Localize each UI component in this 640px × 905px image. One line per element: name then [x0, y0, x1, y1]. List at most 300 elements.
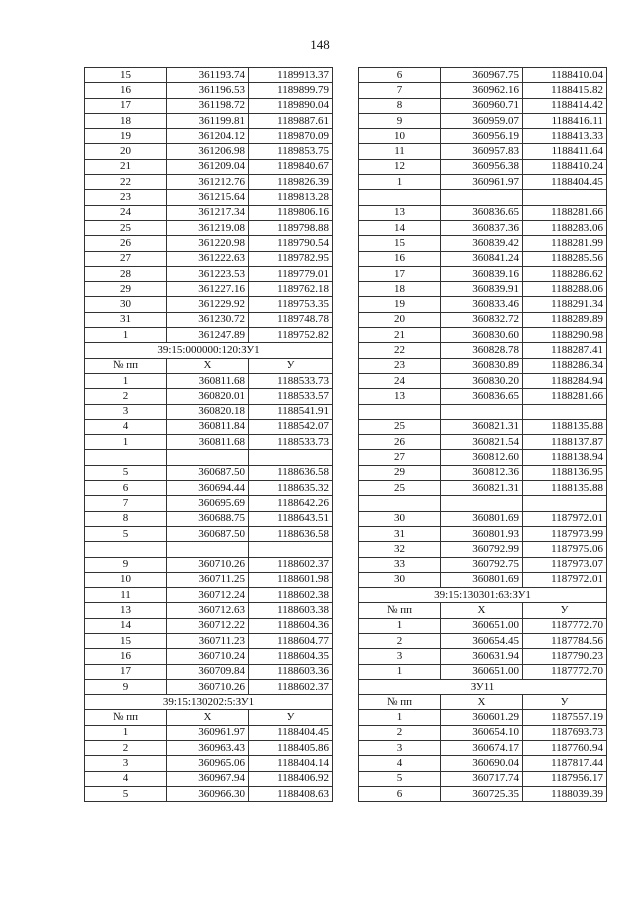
x-coordinate: 361193.74	[167, 68, 249, 83]
table-row	[359, 83, 607, 98]
y-coordinate: 1188642.26	[249, 496, 333, 511]
table-row	[85, 98, 333, 113]
y-coordinate: 1189890.04	[249, 98, 333, 113]
x-coordinate	[441, 190, 523, 205]
table-row	[85, 588, 333, 603]
x-coordinate: 360837.36	[441, 220, 523, 235]
y-coordinate: 1188410.04	[523, 68, 607, 83]
y-coordinate: 1189806.16	[249, 205, 333, 220]
point-number: 1	[85, 373, 167, 388]
y-coordinate: 1189762.18	[249, 282, 333, 297]
point-number: 4	[85, 419, 167, 434]
x-coordinate: 361230.72	[167, 312, 249, 327]
point-number: 6	[359, 786, 441, 801]
table-row	[359, 220, 607, 235]
y-coordinate: 1189887.61	[249, 113, 333, 128]
x-coordinate: 360695.69	[167, 496, 249, 511]
x-coordinate: 361198.72	[167, 98, 249, 113]
x-coordinate: 360839.42	[441, 236, 523, 251]
table-row	[85, 83, 333, 98]
point-number	[359, 496, 441, 511]
table-row	[85, 312, 333, 327]
x-coordinate: 360712.63	[167, 603, 249, 618]
x-coordinate: 360725.35	[441, 786, 523, 801]
point-number: 3	[359, 741, 441, 756]
header-x: X	[167, 358, 249, 373]
y-coordinate: 1188405.86	[249, 741, 333, 756]
point-number: 19	[85, 129, 167, 144]
point-number: 23	[359, 358, 441, 373]
point-number: 26	[359, 435, 441, 450]
point-number: 1	[359, 618, 441, 633]
point-number: 5	[85, 526, 167, 541]
y-coordinate: 1189779.01	[249, 266, 333, 281]
y-coordinate: 1188602.37	[249, 679, 333, 694]
y-coordinate: 1188415.82	[523, 83, 607, 98]
x-coordinate: 360966.30	[167, 786, 249, 801]
point-number	[85, 542, 167, 557]
table-row	[85, 435, 333, 450]
x-coordinate: 360710.26	[167, 679, 249, 694]
table-row	[85, 450, 333, 465]
table-row	[359, 297, 607, 312]
parcel-title-row	[359, 588, 607, 603]
table-row	[359, 771, 607, 786]
table-row	[359, 542, 607, 557]
parcel-title: 39:15:130202:5:ЗУ1	[85, 695, 333, 710]
y-coordinate: 1189798.88	[249, 220, 333, 235]
header-x: X	[441, 603, 523, 618]
x-coordinate: 360811.68	[167, 435, 249, 450]
table-row	[359, 786, 607, 801]
y-coordinate: 1188281.66	[523, 205, 607, 220]
x-coordinate: 360836.65	[441, 205, 523, 220]
point-number: 17	[85, 664, 167, 679]
y-coordinate: 1188135.88	[523, 481, 607, 496]
x-coordinate: 360830.60	[441, 328, 523, 343]
point-number: 15	[85, 68, 167, 83]
y-coordinate: 1189840.67	[249, 159, 333, 174]
x-coordinate: 360651.00	[441, 664, 523, 679]
point-number: 1	[85, 725, 167, 740]
x-coordinate: 360801.93	[441, 526, 523, 541]
point-number: 22	[359, 343, 441, 358]
table-row	[85, 236, 333, 251]
y-coordinate: 1187972.01	[523, 511, 607, 526]
point-number: 6	[359, 68, 441, 83]
x-coordinate: 361196.53	[167, 83, 249, 98]
y-coordinate: 1188137.87	[523, 435, 607, 450]
point-number: 27	[85, 251, 167, 266]
table-row	[85, 389, 333, 404]
y-coordinate: 1189853.75	[249, 144, 333, 159]
y-coordinate: 1188604.35	[249, 649, 333, 664]
y-coordinate: 1189782.95	[249, 251, 333, 266]
x-coordinate: 361217.34	[167, 205, 249, 220]
x-coordinate: 360830.20	[441, 373, 523, 388]
table-row	[85, 633, 333, 648]
x-coordinate	[441, 496, 523, 511]
point-number: 13	[85, 603, 167, 618]
x-coordinate: 360710.26	[167, 557, 249, 572]
y-coordinate: 1188404.14	[249, 756, 333, 771]
table-row	[359, 710, 607, 725]
header-y: У	[249, 710, 333, 725]
point-number: 2	[359, 725, 441, 740]
y-coordinate: 1188414.42	[523, 98, 607, 113]
table-row	[85, 481, 333, 496]
table-row	[85, 190, 333, 205]
point-number: 29	[85, 282, 167, 297]
table-row	[359, 618, 607, 633]
y-coordinate: 1188416.11	[523, 113, 607, 128]
point-number: 7	[359, 83, 441, 98]
point-number: 1	[359, 664, 441, 679]
point-number: 1	[85, 328, 167, 343]
x-coordinate: 360717.74	[441, 771, 523, 786]
table-row	[85, 756, 333, 771]
point-number: 10	[85, 572, 167, 587]
x-coordinate: 360961.97	[167, 725, 249, 740]
point-number: 28	[85, 266, 167, 281]
y-coordinate: 1189826.39	[249, 175, 333, 190]
point-number: 14	[85, 618, 167, 633]
y-coordinate: 1188287.41	[523, 343, 607, 358]
table-row	[359, 725, 607, 740]
x-coordinate: 360654.10	[441, 725, 523, 740]
x-coordinate: 361204.12	[167, 129, 249, 144]
y-coordinate: 1188136.95	[523, 465, 607, 480]
y-coordinate: 1187973.07	[523, 557, 607, 572]
point-number: 21	[359, 328, 441, 343]
y-coordinate: 1188601.98	[249, 572, 333, 587]
table-row	[85, 113, 333, 128]
y-coordinate: 1189748.78	[249, 312, 333, 327]
table-row	[85, 618, 333, 633]
header-number: № пп	[359, 603, 441, 618]
y-coordinate: 1188541.91	[249, 404, 333, 419]
table-row	[359, 572, 607, 587]
point-number: 2	[359, 633, 441, 648]
y-coordinate: 1188135.88	[523, 419, 607, 434]
table-row	[359, 557, 607, 572]
point-number: 30	[85, 297, 167, 312]
table-row	[359, 68, 607, 83]
table-row	[85, 664, 333, 679]
header-number: № пп	[85, 358, 167, 373]
table-row	[359, 312, 607, 327]
x-coordinate: 360832.72	[441, 312, 523, 327]
x-coordinate: 360694.44	[167, 481, 249, 496]
point-number: 9	[85, 557, 167, 572]
y-coordinate: 1187975.06	[523, 542, 607, 557]
table-row	[359, 481, 607, 496]
y-coordinate: 1188643.51	[249, 511, 333, 526]
point-number: 2	[85, 389, 167, 404]
y-coordinate: 1188290.98	[523, 328, 607, 343]
x-coordinate: 360801.69	[441, 572, 523, 587]
point-number: 6	[85, 481, 167, 496]
x-coordinate: 360690.04	[441, 756, 523, 771]
parcel-title-row	[85, 343, 333, 358]
header-x: X	[167, 710, 249, 725]
table-row	[359, 756, 607, 771]
point-number: 15	[85, 633, 167, 648]
table-row	[359, 190, 607, 205]
y-coordinate: 1188404.45	[249, 725, 333, 740]
y-coordinate: 1188286.34	[523, 358, 607, 373]
table-row	[85, 603, 333, 618]
table-row	[85, 373, 333, 388]
y-coordinate: 1188542.07	[249, 419, 333, 434]
table-row	[359, 328, 607, 343]
table-row	[85, 465, 333, 480]
table-row	[85, 649, 333, 664]
point-number: 16	[359, 251, 441, 266]
y-coordinate: 1188281.99	[523, 236, 607, 251]
x-coordinate: 361222.63	[167, 251, 249, 266]
table-row	[85, 771, 333, 786]
y-coordinate: 1188284.94	[523, 373, 607, 388]
table-row	[359, 144, 607, 159]
table-row	[359, 129, 607, 144]
x-coordinate: 360687.50	[167, 465, 249, 480]
table-row	[85, 144, 333, 159]
x-coordinate: 361219.08	[167, 220, 249, 235]
table-row	[359, 205, 607, 220]
y-coordinate: 1188604.77	[249, 633, 333, 648]
x-coordinate: 360961.97	[441, 175, 523, 190]
y-coordinate: 1188410.24	[523, 159, 607, 174]
table-row	[85, 557, 333, 572]
point-number: 17	[359, 266, 441, 281]
point-number: 30	[359, 511, 441, 526]
table-row	[359, 98, 607, 113]
x-coordinate: 360631.94	[441, 649, 523, 664]
y-coordinate: 1187784.56	[523, 633, 607, 648]
y-coordinate: 1187760.94	[523, 741, 607, 756]
table-row	[359, 511, 607, 526]
header-number: № пп	[85, 710, 167, 725]
y-coordinate: 1188408.63	[249, 786, 333, 801]
point-number	[85, 450, 167, 465]
point-number: 11	[85, 588, 167, 603]
point-number: 20	[359, 312, 441, 327]
y-coordinate: 1187772.70	[523, 664, 607, 679]
y-coordinate: 1188603.36	[249, 664, 333, 679]
table-row	[359, 282, 607, 297]
y-coordinate: 1188635.32	[249, 481, 333, 496]
y-coordinate: 1187557.19	[523, 710, 607, 725]
y-coordinate: 1189870.09	[249, 129, 333, 144]
table-row	[359, 113, 607, 128]
point-number: 1	[85, 435, 167, 450]
header-number: № пп	[359, 695, 441, 710]
x-coordinate: 360959.07	[441, 113, 523, 128]
header-y: У	[523, 695, 607, 710]
y-coordinate: 1189752.82	[249, 328, 333, 343]
point-number: 31	[85, 312, 167, 327]
y-coordinate: 1188602.38	[249, 588, 333, 603]
header-x: X	[441, 695, 523, 710]
table-row	[359, 389, 607, 404]
table-row	[85, 496, 333, 511]
point-number: 24	[359, 373, 441, 388]
x-coordinate: 360709.84	[167, 664, 249, 679]
point-number: 11	[359, 144, 441, 159]
y-coordinate: 1189899.79	[249, 83, 333, 98]
y-coordinate: 1189753.35	[249, 297, 333, 312]
x-coordinate: 360963.43	[167, 741, 249, 756]
table-header-row	[85, 710, 333, 725]
point-number: 8	[85, 511, 167, 526]
parcel-title-row	[85, 695, 333, 710]
point-number: 1	[359, 175, 441, 190]
y-coordinate	[523, 404, 607, 419]
point-number: 30	[359, 572, 441, 587]
point-number: 20	[85, 144, 167, 159]
table-header-row	[359, 603, 607, 618]
y-coordinate: 1188636.58	[249, 465, 333, 480]
table-row	[359, 741, 607, 756]
x-coordinate: 360820.18	[167, 404, 249, 419]
table-row	[85, 266, 333, 281]
table-row	[85, 511, 333, 526]
point-number: 27	[359, 450, 441, 465]
parcel-title: 39:15:130301:63:ЗУ1	[359, 588, 607, 603]
point-number: 31	[359, 526, 441, 541]
x-coordinate: 360821.31	[441, 481, 523, 496]
table-row	[359, 450, 607, 465]
y-coordinate: 1188602.37	[249, 557, 333, 572]
x-coordinate: 361229.92	[167, 297, 249, 312]
point-number: 23	[85, 190, 167, 205]
y-coordinate: 1187772.70	[523, 618, 607, 633]
y-coordinate: 1188603.38	[249, 603, 333, 618]
point-number	[359, 190, 441, 205]
point-number: 1	[359, 710, 441, 725]
y-coordinate: 1188533.73	[249, 435, 333, 450]
table-row	[85, 679, 333, 694]
x-coordinate: 360956.19	[441, 129, 523, 144]
table-row	[359, 664, 607, 679]
y-coordinate: 1189813.28	[249, 190, 333, 205]
point-number: 12	[359, 159, 441, 174]
point-number: 19	[359, 297, 441, 312]
table-row	[359, 343, 607, 358]
point-number: 7	[85, 496, 167, 511]
table-row	[359, 373, 607, 388]
y-coordinate: 1187973.99	[523, 526, 607, 541]
point-number: 3	[85, 404, 167, 419]
y-coordinate	[249, 450, 333, 465]
point-number: 5	[85, 465, 167, 480]
y-coordinate	[523, 496, 607, 511]
y-coordinate: 1188404.45	[523, 175, 607, 190]
point-number: 32	[359, 542, 441, 557]
x-coordinate: 360688.75	[167, 511, 249, 526]
x-coordinate: 361212.76	[167, 175, 249, 190]
y-coordinate: 1188286.62	[523, 266, 607, 281]
table-row	[359, 266, 607, 281]
x-coordinate: 360710.24	[167, 649, 249, 664]
x-coordinate: 360830.89	[441, 358, 523, 373]
parcel-title: ЗУ11	[359, 679, 607, 694]
y-coordinate: 1188288.06	[523, 282, 607, 297]
x-coordinate: 360967.75	[441, 68, 523, 83]
point-number: 16	[85, 83, 167, 98]
point-number: 25	[85, 220, 167, 235]
y-coordinate: 1188413.33	[523, 129, 607, 144]
table-row	[85, 786, 333, 801]
x-coordinate: 360956.38	[441, 159, 523, 174]
left-coordinates-table	[84, 67, 333, 802]
x-coordinate: 360811.68	[167, 373, 249, 388]
x-coordinate: 360711.23	[167, 633, 249, 648]
x-coordinate: 360651.00	[441, 618, 523, 633]
point-number: 13	[359, 389, 441, 404]
table-row	[359, 358, 607, 373]
x-coordinate: 360792.99	[441, 542, 523, 557]
x-coordinate: 360674.17	[441, 741, 523, 756]
table-row	[359, 496, 607, 511]
x-coordinate: 360965.06	[167, 756, 249, 771]
table-row	[85, 572, 333, 587]
y-coordinate: 1188138.94	[523, 450, 607, 465]
x-coordinate: 361220.98	[167, 236, 249, 251]
point-number: 15	[359, 236, 441, 251]
y-coordinate	[249, 542, 333, 557]
table-row	[85, 725, 333, 740]
point-number: 26	[85, 236, 167, 251]
y-coordinate: 1188604.36	[249, 618, 333, 633]
table-row	[359, 465, 607, 480]
x-coordinate: 361209.04	[167, 159, 249, 174]
y-coordinate	[523, 190, 607, 205]
table-row	[359, 649, 607, 664]
y-coordinate: 1187790.23	[523, 649, 607, 664]
x-coordinate: 360828.78	[441, 343, 523, 358]
y-coordinate: 1189790.54	[249, 236, 333, 251]
point-number: 9	[359, 113, 441, 128]
point-number: 18	[85, 113, 167, 128]
point-number: 25	[359, 419, 441, 434]
header-y: У	[249, 358, 333, 373]
x-coordinate: 360811.84	[167, 419, 249, 434]
x-coordinate: 360821.54	[441, 435, 523, 450]
y-coordinate: 1188406.92	[249, 771, 333, 786]
y-coordinate: 1188281.66	[523, 389, 607, 404]
table-row	[85, 419, 333, 434]
point-number: 8	[359, 98, 441, 113]
point-number: 18	[359, 282, 441, 297]
parcel-title: 39:15:000000:120:ЗУ1	[85, 343, 333, 358]
table-row	[85, 205, 333, 220]
table-row	[359, 435, 607, 450]
point-number: 10	[359, 129, 441, 144]
point-number: 22	[85, 175, 167, 190]
point-number: 4	[85, 771, 167, 786]
table-row	[85, 220, 333, 235]
header-y: У	[523, 603, 607, 618]
table-row	[85, 159, 333, 174]
table-row	[85, 129, 333, 144]
point-number: 2	[85, 741, 167, 756]
table-row	[85, 328, 333, 343]
table-row	[85, 741, 333, 756]
y-coordinate: 1189913.37	[249, 68, 333, 83]
x-coordinate: 360654.45	[441, 633, 523, 648]
